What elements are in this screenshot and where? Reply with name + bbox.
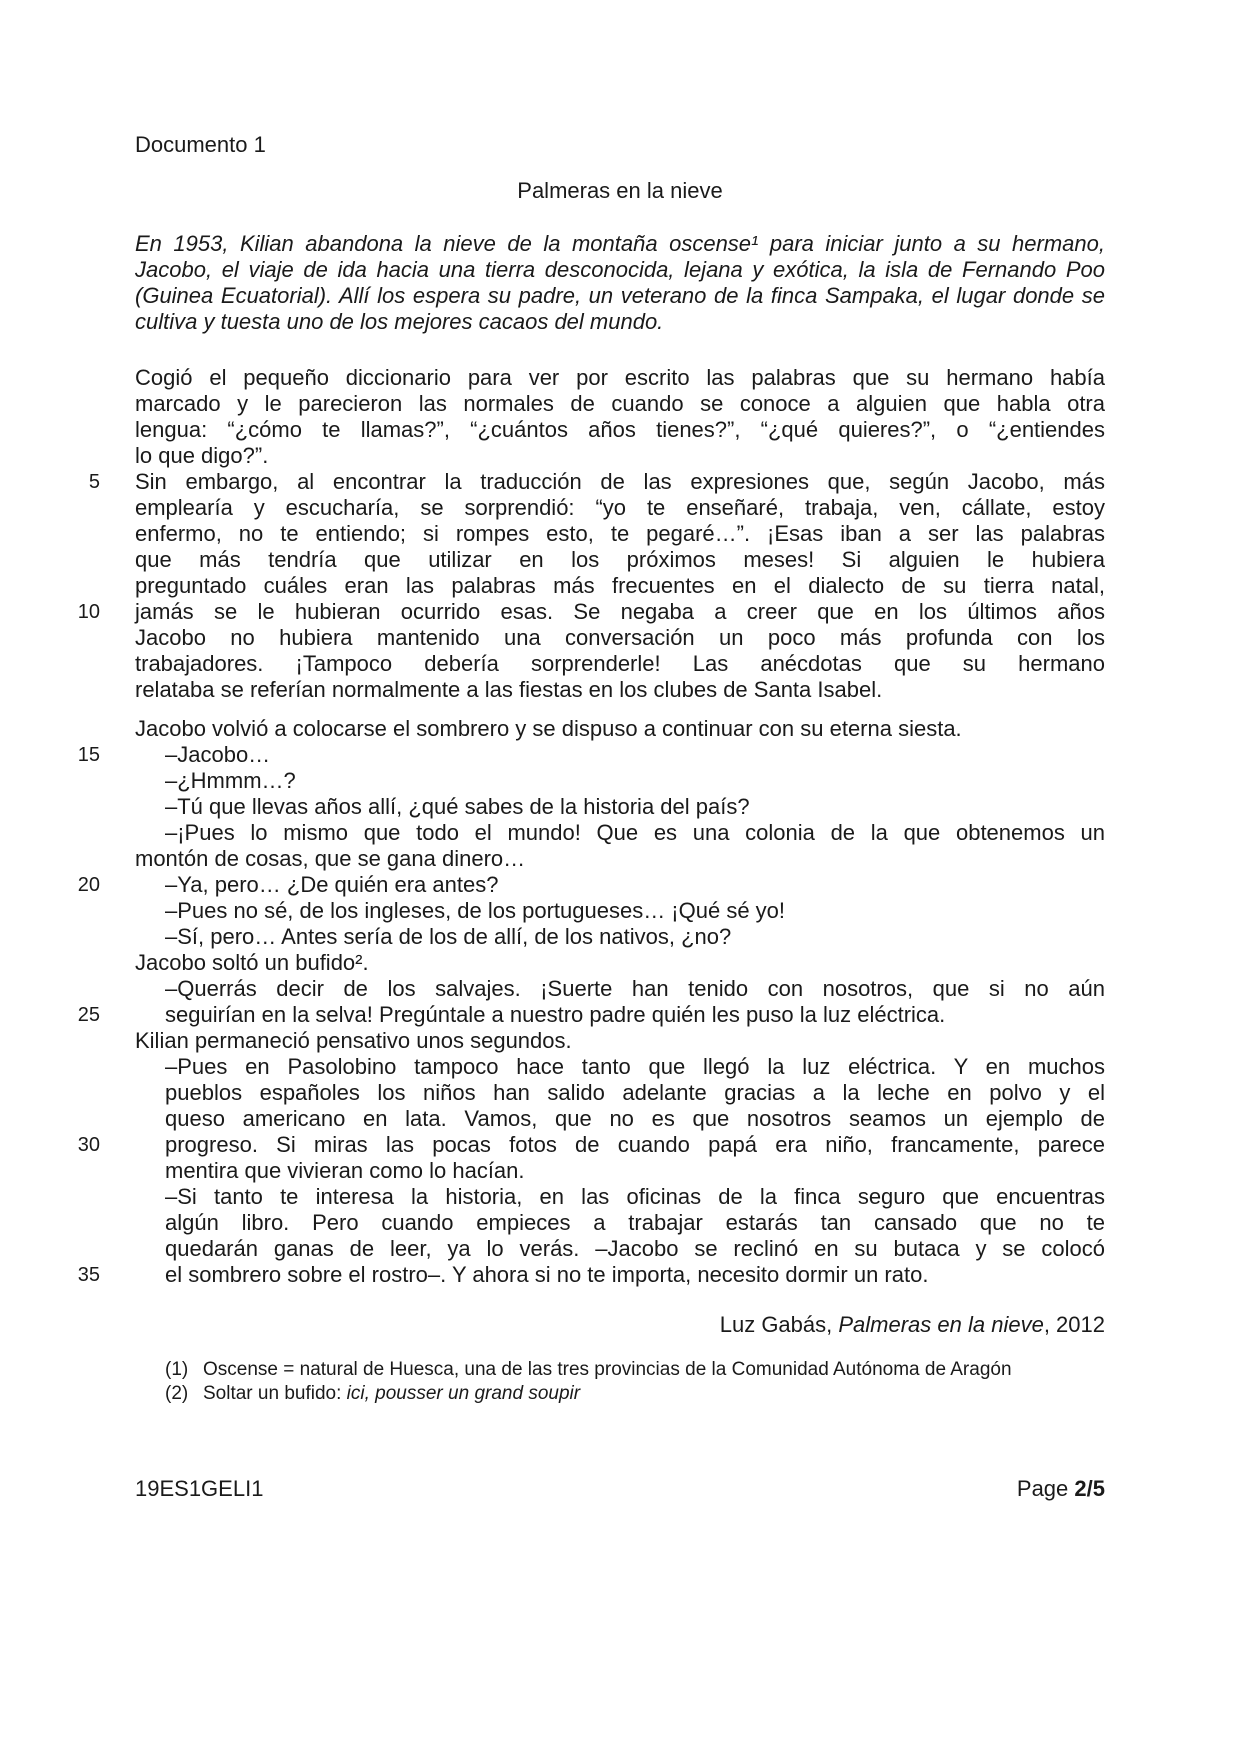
text-line: Jacobo volvió a colocarse el sombrero y se dispuso a continuar con su eterna siesta. <box>135 716 962 741</box>
line-number: 5 <box>88 471 100 493</box>
page-number: 2 <box>1074 1476 1087 1501</box>
text-line-row <box>135 1184 1105 1210</box>
text-line-row <box>135 547 1105 573</box>
text-line: –Tú que llevas años allí, ¿qué sabes de la historia del país? <box>165 794 750 819</box>
text-line-row <box>135 976 1105 1002</box>
footnotes-section <box>135 1358 1105 1406</box>
text-line-row <box>77 872 1105 898</box>
text-line-row <box>135 846 1105 872</box>
text-line-row <box>135 898 1105 924</box>
text-line-row <box>135 716 1105 742</box>
line-number: 15 <box>77 744 100 766</box>
footnote-text <box>203 1358 1075 1382</box>
text-line-row <box>135 1236 1105 1262</box>
text-line-row <box>135 768 1105 794</box>
text-line: –Pues no sé, de los ingleses, de los portugueses… ¡Qué sé yo! <box>165 898 786 923</box>
page-title: Palmeras en la nieve <box>517 178 723 203</box>
line-number: 20 <box>77 874 100 896</box>
text-line: –Pues en Pasolobino tampoco hace tanto que llegó la luz eléctrica. Y en muchos <box>165 1054 1105 1079</box>
page-content <box>77 132 1105 1406</box>
text-line-row <box>135 625 1105 651</box>
text-line-row <box>77 1262 1105 1288</box>
text-line-row <box>88 469 1105 495</box>
text-line: mentira que vivieran como lo hacían. <box>165 1158 525 1183</box>
attribution-work-title: Palmeras en la nieve <box>838 1312 1044 1337</box>
text-line: enfermo, no te entiendo; si rompes esto, te pegaré…”. ¡Esas iban a ser las palabras <box>135 521 1105 546</box>
intro-paragraph: En 1953, Kilian abandona la nieve de la montaña oscense¹ para iniciar junto a su hermano, Jacobo, el viaje de ida hacia una tierra desconocida, lejana y exótica, la isla de Fernando Poo (Guinea Ecuatorial). Allí los espera su padre, un veterano de la finca Sampaka, el lugar donde se cultiva y tuesta uno de los mejores cacaos del mundo. <box>135 231 1105 334</box>
text-line: quedarán ganas de leer, ya lo verás. –Jacobo se reclinó en su butaca y se colocó <box>165 1236 1105 1261</box>
text-line-row <box>135 1080 1105 1106</box>
text-line: preguntado cuáles eran las palabras más frecuentes en el dialecto de su tierra natal, <box>135 573 1105 598</box>
text-line-row <box>77 599 1105 625</box>
text-line: el sombrero sobre el rostro–. Y ahora si no te importa, necesito dormir un rato. <box>165 1262 929 1287</box>
line-number: 30 <box>77 1134 100 1156</box>
text-line: –¿Hmmm…? <box>165 768 296 793</box>
text-line-row <box>135 391 1105 417</box>
text-line: seguirían en la selva! Pregúntale a nuestro padre quién les puso la luz eléctrica. <box>165 1002 946 1027</box>
attribution <box>135 1312 1105 1338</box>
text-line-row <box>135 365 1105 391</box>
body-lines <box>77 365 1105 1288</box>
text-line-row <box>135 495 1105 521</box>
document-label: Documento 1 <box>135 132 266 157</box>
text-line: Kilian permaneció pensativo unos segundos. <box>135 1028 572 1053</box>
line-number: 35 <box>77 1264 100 1286</box>
text-line-row <box>135 677 1105 703</box>
text-line-row <box>135 417 1105 443</box>
text-line: progreso. Si miras las pocas fotos de cuando papá era niño, francamente, parece <box>165 1132 1105 1157</box>
footnote-marker: (1) <box>165 1359 189 1380</box>
text-line-row <box>135 794 1105 820</box>
text-line: marcado y le parecieron las normales de cuando se conoce a alguien que habla otra <box>135 391 1105 416</box>
document-code: 19ES1GELI1 <box>135 1476 264 1501</box>
text-line: –¡Pues lo mismo que todo el mundo! Que es una colonia de la que obtenemos un <box>165 820 1105 845</box>
footnote-text <box>203 1382 1075 1406</box>
text-line: pueblos españoles los niños han salido adelante gracias a la leche en polvo y el <box>165 1080 1105 1105</box>
text-line: que más tendría que utilizar en los próximos meses! Si alguien le hubiera <box>135 547 1105 572</box>
page-indicator <box>1017 1476 1105 1502</box>
line-number: 10 <box>77 601 100 623</box>
footnote-marker: (2) <box>165 1383 189 1404</box>
text-line: lo que digo?”. <box>135 443 269 468</box>
text-line-row <box>135 950 1105 976</box>
text-line: algún libro. Pero cuando empieces a trabajar estarás tan cansado que no te <box>165 1210 1105 1235</box>
text-line: –Jacobo… <box>165 742 271 767</box>
text-line-row <box>135 1158 1105 1184</box>
text-line-row <box>135 820 1105 846</box>
text-line: queso americano en lata. Vamos, que no es que nosotros seamos un ejemplo de <box>165 1106 1105 1131</box>
text-line: relataba se referían normalmente a las fiestas en los clubes de Santa Isabel. <box>135 677 883 702</box>
page-label: Page <box>1016 1476 1075 1501</box>
footnote-text-plain: Oscense = natural de Huesca, una de las tres provincias de la Comunidad Autónoma de Aragón <box>203 1359 1012 1380</box>
text-line: Sin embargo, al encontrar la traducción de las expresiones que, según Jacobo, más <box>135 469 1105 494</box>
text-line: –Si tanto te interesa la historia, en las oficinas de la finca seguro que encuentras <box>165 1184 1105 1209</box>
attribution-author: Luz Gabás, <box>719 1312 839 1337</box>
text-line: –Sí, pero… Antes sería de los de allí, de los nativos, ¿no? <box>165 924 732 949</box>
attribution-year: , 2012 <box>1043 1312 1105 1337</box>
text-line: jamás se le hubieran ocurrido esas. Se negaba a creer que en los últimos años <box>135 599 1105 624</box>
text-line-row <box>135 443 1105 469</box>
footnote-text-italic: ici, pousser un grand soupir <box>346 1383 581 1404</box>
page-total: /5 <box>1086 1476 1105 1501</box>
text-line-row <box>135 1106 1105 1132</box>
text-line: emplearía y escucharía, se sorprendió: “yo te enseñaré, trabaja, ven, cállate, estoy <box>135 495 1105 520</box>
footnote-text-plain: Soltar un bufido: <box>203 1383 347 1404</box>
footnote-1 <box>135 1358 1105 1382</box>
text-line-row <box>77 1132 1105 1158</box>
text-line-row <box>135 521 1105 547</box>
footnote-2 <box>135 1382 1105 1406</box>
text-line: trabajadores. ¡Tampoco debería sorprenderle! Las anécdotas que su hermano <box>135 651 1105 676</box>
text-line-row <box>77 1002 1105 1028</box>
page-footer <box>135 1476 1105 1502</box>
text-line: –Querrás decir de los salvajes. ¡Suerte han tenido con nosotros, que si no aún <box>165 976 1105 1001</box>
text-line: Cogió el pequeño diccionario para ver por escrito las palabras que su hermano había <box>135 365 1105 390</box>
text-line: Jacobo soltó un bufido². <box>135 950 369 975</box>
text-line: Jacobo no hubiera mantenido una conversación un poco más profunda con los <box>135 625 1105 650</box>
text-line: lengua: “¿cómo te llamas?”, “¿cuántos años tienes?”, “¿qué quieres?”, o “¿entiendes <box>135 417 1105 442</box>
text-line-row <box>135 651 1105 677</box>
text-line-row <box>135 573 1105 599</box>
text-line-row <box>135 924 1105 950</box>
text-line-row <box>135 1210 1105 1236</box>
text-line-row <box>135 1054 1105 1080</box>
text-line-row <box>77 742 1105 768</box>
line-number: 25 <box>77 1004 100 1026</box>
text-line: –Ya, pero… ¿De quién era antes? <box>165 872 499 897</box>
text-line-row <box>135 1028 1105 1054</box>
text-line: montón de cosas, que se gana dinero… <box>135 846 526 871</box>
